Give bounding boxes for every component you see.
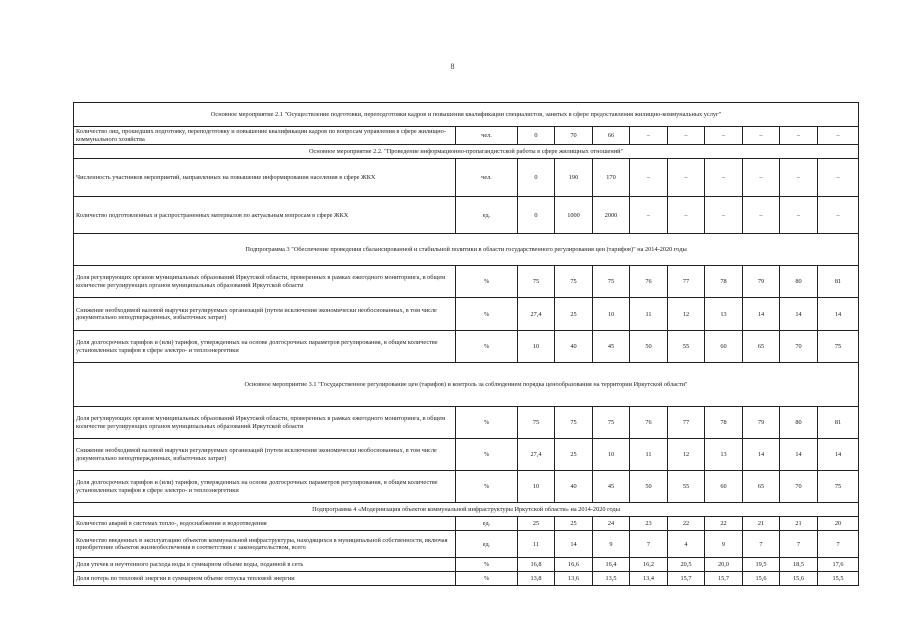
- indicator-value: 24: [593, 517, 630, 531]
- indicator-value: –: [705, 197, 743, 234]
- indicator-name: Доля утечек и неучтенного расхода воды в суммарном объеме воды, поданной в сеть: [74, 558, 456, 572]
- indicator-value: 13,6: [555, 572, 593, 586]
- indicator-name: Доля регулирующих органов муниципальных образований Иркутской области, проверенных в рамках ежегодного мониторинга, в общем количестве регулирующих органов муниципальных образований Иркутской области: [74, 407, 456, 439]
- indicator-value: 81: [818, 266, 859, 298]
- indicator-row: [74, 331, 859, 363]
- indicator-value: 20: [818, 517, 859, 531]
- indicator-unit: чел.: [456, 127, 518, 145]
- section-header-row: [74, 103, 859, 127]
- indicator-value: 170: [593, 159, 630, 197]
- indicator-value: 70: [780, 471, 818, 503]
- indicator-value: –: [630, 197, 668, 234]
- indicator-value: 78: [705, 266, 743, 298]
- indicator-value: 25: [518, 517, 555, 531]
- indicator-value: 1000: [555, 197, 593, 234]
- indicator-name: Снижение необходимой валовой выручки регулируемых организаций (путем исключения экономически необоснованных, в том числе документально неподтвержденных, избыточных затрат): [74, 298, 456, 331]
- indicator-value: 15,6: [743, 572, 780, 586]
- indicator-value: 81: [818, 407, 859, 439]
- section-title: Основное мероприятие 2.2. "Проведение информационно-пропагандистской работы в сфере жилищных отношений": [74, 145, 859, 159]
- indicator-value: 7: [743, 531, 780, 558]
- indicator-row: [74, 439, 859, 471]
- indicator-value: 16,4: [593, 558, 630, 572]
- indicator-value: 70: [780, 331, 818, 363]
- indicator-unit: ед.: [456, 517, 518, 531]
- indicator-value: –: [630, 159, 668, 197]
- indicator-value: 0: [518, 197, 555, 234]
- indicator-value: 78: [705, 407, 743, 439]
- indicator-value: 20,0: [705, 558, 743, 572]
- indicator-value: 15,5: [818, 572, 859, 586]
- indicator-unit: %: [456, 572, 518, 586]
- indicator-value: 10: [518, 471, 555, 503]
- indicator-row: [74, 572, 859, 586]
- indicator-value: –: [743, 197, 780, 234]
- indicator-value: 14: [818, 439, 859, 471]
- indicator-value: 50: [630, 331, 668, 363]
- indicator-value: 27,4: [518, 298, 555, 331]
- indicator-value: 13: [705, 298, 743, 331]
- indicators-table: [73, 102, 859, 586]
- indicator-value: 55: [668, 331, 705, 363]
- indicator-name: Доля потерь по тепловой энергии в суммарном объеме отпуска тепловой энергии: [74, 572, 456, 586]
- indicator-value: 65: [743, 331, 780, 363]
- indicator-value: 13,5: [593, 572, 630, 586]
- indicator-name: Доля долгосрочных тарифов и (или) тарифов, утвержденных на основе долгосрочных параметров регулирования, в общем количестве установленных тарифов в сфере электро- и теплоэнергетики: [74, 471, 456, 503]
- indicator-value: 14: [743, 439, 780, 471]
- section-header-row: [74, 234, 859, 266]
- indicator-value: 10: [593, 298, 630, 331]
- indicator-name: Количество введенных в эксплуатацию объектов коммунальной инфраструктуры, находящихся в муниципальной собственности, включая приобретение объектов жизнеобеспечения в соответствии с законодательством, всего: [74, 531, 456, 558]
- indicator-value: 21: [780, 517, 818, 531]
- indicator-value: 18,5: [780, 558, 818, 572]
- indicator-value: 75: [818, 471, 859, 503]
- section-title: Основное мероприятие 2.1 "Осуществление подготовки, переподготовки кадров и повышения квалификации специалистов, занятых в сфере предоставления жилищно-коммунальных услуг": [74, 103, 859, 127]
- indicator-value: 0: [518, 159, 555, 197]
- indicator-value: 77: [668, 407, 705, 439]
- indicator-value: 45: [593, 331, 630, 363]
- indicator-value: 40: [555, 331, 593, 363]
- indicator-unit: %: [456, 439, 518, 471]
- indicator-value: –: [818, 127, 859, 145]
- indicator-value: 19,5: [743, 558, 780, 572]
- indicator-value: 13,4: [630, 572, 668, 586]
- indicator-value: 10: [518, 331, 555, 363]
- indicator-value: –: [780, 127, 818, 145]
- indicator-value: –: [780, 197, 818, 234]
- section-title: Подпрограмма 4 «Модернизация объектов коммунальной инфраструктуры Иркутской области» на 2014-2020 годы: [74, 503, 859, 517]
- indicator-row: [74, 517, 859, 531]
- indicator-value: 13: [705, 439, 743, 471]
- indicator-value: 7: [630, 531, 668, 558]
- indicator-unit: ед.: [456, 197, 518, 234]
- indicator-name: Количество лиц, прошедших подготовку, переподготовку и повышение квалификации кадров по вопросам управления в сфере жилищно-коммунального хозяйства: [74, 127, 456, 145]
- indicator-unit: %: [456, 471, 518, 503]
- indicator-name: Количество подготовленных и распространенных материалов по актуальным вопросам в сфере ЖКХ: [74, 197, 456, 234]
- indicator-value: 10: [593, 439, 630, 471]
- indicator-value: 25: [555, 298, 593, 331]
- indicator-value: 75: [555, 266, 593, 298]
- indicator-value: 4: [668, 531, 705, 558]
- indicator-value: 7: [818, 531, 859, 558]
- section-header-row: [74, 503, 859, 517]
- indicator-value: 9: [705, 531, 743, 558]
- indicator-unit: чел.: [456, 159, 518, 197]
- indicator-row: [74, 407, 859, 439]
- indicator-value: –: [668, 159, 705, 197]
- indicator-value: –: [668, 127, 705, 145]
- indicator-name: Доля регулирующих органов муниципальных образований Иркутской области, проверенных в рамках ежегодного мониторинга, в общем количестве регулирующих органов муниципальных образований Иркутской области: [74, 266, 456, 298]
- indicator-value: 60: [705, 471, 743, 503]
- indicator-value: 190: [555, 159, 593, 197]
- indicator-value: –: [743, 159, 780, 197]
- indicator-unit: %: [456, 266, 518, 298]
- indicator-value: –: [818, 159, 859, 197]
- indicator-value: 25: [555, 517, 593, 531]
- indicator-value: 75: [818, 331, 859, 363]
- indicator-value: –: [705, 159, 743, 197]
- indicator-value: 16,2: [630, 558, 668, 572]
- indicator-value: –: [818, 197, 859, 234]
- indicator-value: 50: [630, 471, 668, 503]
- indicator-value: 75: [555, 407, 593, 439]
- indicator-value: –: [743, 127, 780, 145]
- page-number: 8: [450, 62, 455, 71]
- indicator-row: [74, 266, 859, 298]
- indicator-value: 15,7: [668, 572, 705, 586]
- indicator-value: 22: [668, 517, 705, 531]
- indicator-value: 20,5: [668, 558, 705, 572]
- indicator-value: –: [630, 127, 668, 145]
- indicator-row: [74, 558, 859, 572]
- indicator-value: 27,4: [518, 439, 555, 471]
- indicator-value: 15,6: [780, 572, 818, 586]
- indicator-value: –: [780, 159, 818, 197]
- indicator-value: 76: [630, 407, 668, 439]
- indicator-unit: %: [456, 558, 518, 572]
- indicator-name: Снижение необходимой валовой выручки регулируемых организаций (путем исключения экономически необоснованных, в том числе документально неподтвержденных, избыточных затрат): [74, 439, 456, 471]
- indicator-row: [74, 298, 859, 331]
- indicator-value: 75: [593, 266, 630, 298]
- indicator-value: 60: [705, 331, 743, 363]
- indicator-value: 12: [668, 298, 705, 331]
- indicator-value: 2000: [593, 197, 630, 234]
- indicator-value: 75: [518, 407, 555, 439]
- indicator-value: 70: [555, 127, 593, 145]
- indicator-value: 11: [630, 439, 668, 471]
- indicator-value: 21: [743, 517, 780, 531]
- indicator-unit: ед.: [456, 531, 518, 558]
- indicator-name: Численность участников мероприятий, направленных на повышение информирования населения в сфере ЖКХ: [74, 159, 456, 197]
- indicator-row: [74, 197, 859, 234]
- indicator-value: 11: [630, 298, 668, 331]
- indicator-value: 77: [668, 266, 705, 298]
- indicator-value: 80: [780, 407, 818, 439]
- indicator-value: 16,6: [555, 558, 593, 572]
- indicator-value: 79: [743, 266, 780, 298]
- indicator-value: 0: [518, 127, 555, 145]
- indicator-row: [74, 127, 859, 145]
- indicator-unit: %: [456, 407, 518, 439]
- indicator-name: Количество аварий в системах тепло-, водоснабжения и водоотведения: [74, 517, 456, 531]
- indicator-value: 45: [593, 471, 630, 503]
- indicator-value: 22: [705, 517, 743, 531]
- indicator-value: 14: [818, 298, 859, 331]
- indicator-row: [74, 159, 859, 197]
- indicator-value: 12: [668, 439, 705, 471]
- section-header-row: [74, 145, 859, 159]
- indicator-value: 14: [780, 298, 818, 331]
- indicator-value: –: [705, 127, 743, 145]
- section-title: Основное мероприятие 3.1 "Государственное регулирование цен (тарифов) и контроль за соблюдением порядка ценообразования на территории Иркутской области": [74, 363, 859, 407]
- indicator-value: 16,8: [518, 558, 555, 572]
- indicator-value: 65: [743, 471, 780, 503]
- indicator-value: 14: [743, 298, 780, 331]
- indicator-value: 14: [780, 439, 818, 471]
- indicator-value: 76: [630, 266, 668, 298]
- indicator-value: 11: [518, 531, 555, 558]
- indicator-value: 40: [555, 471, 593, 503]
- section-header-row: [74, 363, 859, 407]
- indicator-value: 9: [593, 531, 630, 558]
- indicator-value: 75: [518, 266, 555, 298]
- indicator-value: 15,7: [705, 572, 743, 586]
- indicator-row: [74, 471, 859, 503]
- indicator-value: 13,8: [518, 572, 555, 586]
- indicator-name: Доля долгосрочных тарифов и (или) тарифов, утвержденных на основе долгосрочных параметров регулирования, в общем количестве установленных тарифов в сфере электро- и теплоэнергетики: [74, 331, 456, 363]
- indicator-value: 14: [555, 531, 593, 558]
- indicator-value: 17,6: [818, 558, 859, 572]
- indicator-value: 75: [593, 407, 630, 439]
- indicator-value: 80: [780, 266, 818, 298]
- indicator-value: 25: [555, 439, 593, 471]
- section-title: Подпрограмма 3 "Обеспечение проведения сбалансированной и стабильной политики в области государственного регулирования цен (тарифов)" на 2014-2020 годы: [74, 234, 859, 266]
- indicator-value: 79: [743, 407, 780, 439]
- indicator-value: –: [668, 197, 705, 234]
- indicator-value: 7: [780, 531, 818, 558]
- indicator-unit: %: [456, 298, 518, 331]
- indicator-unit: %: [456, 331, 518, 363]
- indicator-value: 55: [668, 471, 705, 503]
- indicator-row: [74, 531, 859, 558]
- indicator-value: 23: [630, 517, 668, 531]
- indicator-value: 66: [593, 127, 630, 145]
